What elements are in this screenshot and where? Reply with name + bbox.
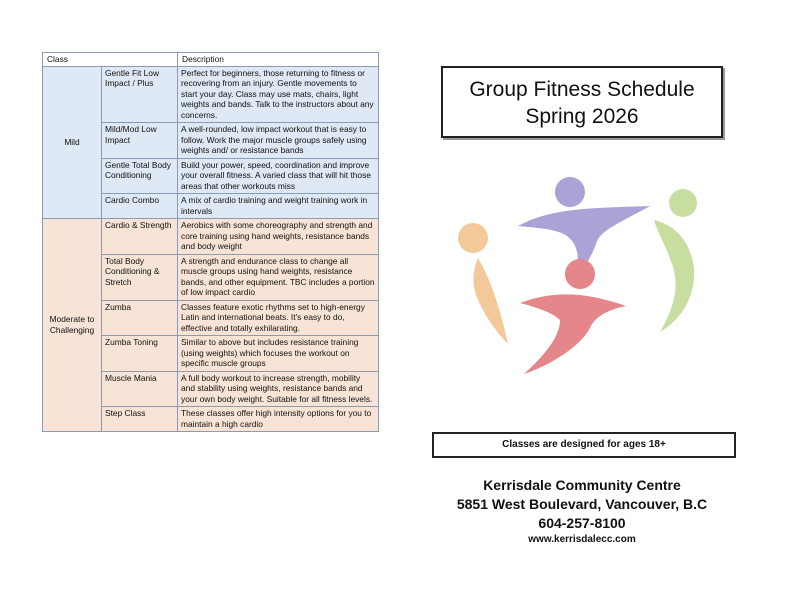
- class-name: Cardio Combo: [102, 194, 178, 219]
- orange-figure-icon: [458, 223, 508, 344]
- class-description: A well-rounded, low impact workout that is easy to follow. Work the major muscle groups safely using weights and/ or resistance bands: [178, 123, 379, 159]
- centre-address: 5851 West Boulevard, Vancouver, B.C: [456, 496, 708, 512]
- class-description: A mix of cardio training and weight training work in intervals: [178, 194, 379, 219]
- class-name: Cardio & Strength: [102, 219, 178, 255]
- schedule-table: [42, 52, 379, 432]
- class-description: A strength and endurance class to change all muscle groups using hand weights, resistance bands, and other equipment. TBC includes a portion of low impact cardio: [178, 254, 379, 300]
- class-name: Gentle Fit Low Impact / Plus: [102, 66, 178, 123]
- green-figure-icon: [654, 189, 697, 332]
- centre-phone: 604-257-8100: [538, 515, 626, 531]
- group-label-mild: Mild: [43, 66, 102, 219]
- table-row: [43, 66, 379, 123]
- centre-website-link[interactable]: www.kerrisdalecc.com: [528, 534, 636, 545]
- people-circle-logo-icon: [450, 168, 730, 378]
- class-description: Similar to above but includes resistance training (using weights) which focuses the workout on specific muscle groups: [178, 336, 379, 372]
- class-description: Build your power, speed, coordination and improve your overall fitness. A varied class that will hit those areas that other workouts miss: [178, 158, 379, 194]
- red-figure-icon: [520, 259, 626, 374]
- ages-note-box: [432, 432, 736, 458]
- page-title: Group Fitness Schedule: [469, 78, 695, 101]
- purple-figure-icon: [518, 177, 650, 272]
- class-name: Gentle Total Body Conditioning: [102, 158, 178, 194]
- header-class: Class: [43, 53, 178, 67]
- class-description: A full body workout to increase strength, mobility and stability using weights, resistance bands and your own body weight. Suitable for all fitness levels.: [178, 371, 379, 407]
- table-header-row: [43, 53, 379, 67]
- header-description: Description: [178, 53, 379, 67]
- class-description: These classes offer high intensity options for you to maintain a high cardio: [178, 407, 379, 432]
- centre-info: [432, 476, 732, 547]
- group-label-moderate: Moderate to Challenging: [43, 219, 102, 432]
- ages-note: Classes are designed for ages 18+: [502, 439, 666, 450]
- schedule-title-box: [441, 66, 723, 138]
- class-description: Aerobics with some choreography and strength and core training using hand weights, resistance bands and body weight: [178, 219, 379, 255]
- page-subtitle: Spring 2026: [525, 105, 639, 128]
- class-name: Zumba Toning: [102, 336, 178, 372]
- class-name: Mild/Mod Low Impact: [102, 123, 178, 159]
- class-name: Zumba: [102, 300, 178, 336]
- class-name: Total Body Conditioning & Stretch: [102, 254, 178, 300]
- class-description: Classes feature exotic rhythms set to high-energy Latin and international beats. It's easy to do, effective and totally exhilarating.: [178, 300, 379, 336]
- class-description: Perfect for beginners, those returning to fitness or recovering from an injury. Gentle movements to start your day. Class may use mats, chairs, light weights and bands. Talk to the instructors about any concerns.: [178, 66, 379, 123]
- table-row: [43, 219, 379, 255]
- class-name: Step Class: [102, 407, 178, 432]
- class-name: Muscle Mania: [102, 371, 178, 407]
- centre-name: Kerrisdale Community Centre: [483, 477, 681, 493]
